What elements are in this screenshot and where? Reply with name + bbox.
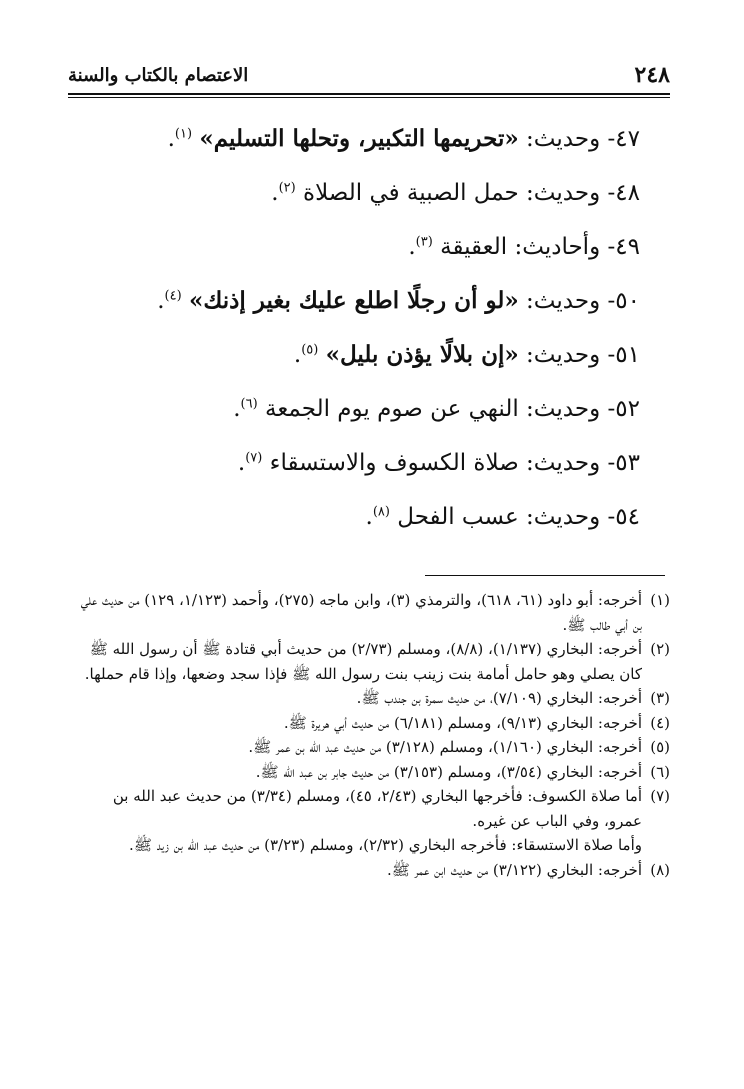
footnote-body xyxy=(72,760,642,785)
entry-label: وحديث: xyxy=(526,126,601,152)
footnote-ref: (٧) xyxy=(245,450,263,466)
entry-label: وحديث: xyxy=(526,342,601,368)
footnote-ref: (٦) xyxy=(240,396,258,412)
footnote xyxy=(72,711,670,736)
entry-number: ٤٩- xyxy=(607,234,640,260)
entry-label: وحديث: xyxy=(526,450,601,476)
footnote-body xyxy=(72,686,642,711)
page-header xyxy=(68,58,670,92)
hadith-entry xyxy=(80,436,640,490)
entry-text: صلاة الكسوف والاستسقاء xyxy=(269,450,519,476)
entry-label: وحديث: xyxy=(526,180,601,206)
footnote-ref: (١) xyxy=(174,126,193,142)
footnote-number: (٦) xyxy=(650,762,670,781)
footnote-body xyxy=(72,711,642,736)
footnote-text: أخرجه: البخاري (١/١٣٧)، (٨/٨)، ومسلم (٢/٧٣) من حديث أبي قتادة ﷺ أن رسول الله ﷺ كان يصلي وهو حامل أمامة بنت زينب بنت رسول الله ﷺ فإذا سجد وضعها، وإذا قام حملها. xyxy=(84,640,642,683)
hadith-entry xyxy=(80,490,640,544)
footnote-text: أخرجه: البخاري (٣/١٢٢) من حديث ابن عمر ﷺ. xyxy=(387,860,642,879)
entry-label: وحديث: xyxy=(526,396,601,422)
footnote-text: أخرجه: البخاري (٣/٥٤)، ومسلم (٣/١٥٣) من حديث جابر بن عبد الله ﷺ. xyxy=(255,762,642,781)
entry-text: العقيقة xyxy=(440,234,508,260)
footnote xyxy=(72,637,670,686)
footnote-ref: (٢) xyxy=(278,180,296,196)
entry-text: عسب الفحل xyxy=(397,504,519,530)
footnote xyxy=(72,588,670,637)
entry-number: ٤٨- xyxy=(607,180,640,206)
page-number: ٢٤٨ xyxy=(634,62,670,88)
entry-end-mark: . xyxy=(293,342,302,368)
footnote-separator xyxy=(425,575,665,576)
footnote-ref: (٣) xyxy=(415,234,433,250)
entry-text: «لو أن رجلًا اطلع عليك بغير إذنك» xyxy=(188,287,519,314)
footnote-number: (٥) xyxy=(650,738,670,756)
footnote-body xyxy=(72,735,642,760)
footnotes xyxy=(72,588,670,882)
entry-label: وأحاديث: xyxy=(514,234,601,260)
entry-end-mark: . xyxy=(365,504,373,530)
footnote-text: أخرجه: أبو داود (٦١، ٦١٨)، والترمذي (٣)، وابن ماجه (٢٧٥)، وأحمد (١/١٢٣، ١٢٩) من حديث علي بن أبي طالب ﷺ. xyxy=(80,591,642,634)
footnote-body xyxy=(72,588,642,637)
footnote-body xyxy=(72,784,642,858)
footnote-text: أما صلاة الكسوف: فأخرجها البخاري (٢/٤٣، ٤٥)، ومسلم (٣/٣٤) من حديث عبد الله بن عمرو، وفي الباب عن غيره. xyxy=(112,787,642,830)
entry-number: ٥٣- xyxy=(607,450,640,476)
footnote-ref: (٥) xyxy=(301,342,319,358)
hadith-entry xyxy=(80,382,640,436)
entry-label: وحديث: xyxy=(526,288,601,314)
entry-number: ٥٢- xyxy=(607,396,640,422)
footnote xyxy=(72,735,670,760)
footnote xyxy=(72,858,670,883)
entry-text: حمل الصبية في الصلاة xyxy=(303,180,519,206)
header-rule-thick xyxy=(68,93,670,95)
footnote-number: (٧) xyxy=(650,787,670,805)
hadith-entry xyxy=(80,274,640,328)
entry-end-mark: . xyxy=(408,234,416,260)
entry-text: «إن بلالًا يؤذن بليل» xyxy=(325,341,519,368)
entry-end-mark: . xyxy=(167,126,175,152)
entry-text: النهي عن صوم يوم الجمعة xyxy=(265,396,519,422)
entry-end-mark: . xyxy=(233,396,241,422)
entry-number: ٥١- xyxy=(607,342,640,368)
entry-text: «تحريمها التكبير، وتحلها التسليم» xyxy=(199,125,519,152)
footnote xyxy=(72,760,670,785)
footnote-text: أخرجه: البخاري (٧/١٠٩)، من حديث سمرة بن جندب ﷺ. xyxy=(356,689,642,707)
entry-number: ٥٠- xyxy=(607,288,640,314)
hadith-entry xyxy=(80,220,640,274)
footnote-text: أخرجه: البخاري (٩/١٣)، ومسلم (٦/١٨١) من حديث أبي هريرة ﷺ. xyxy=(283,713,642,732)
footnote-number: (٤) xyxy=(650,713,670,732)
footnote-text: أخرجه: البخاري (١/١٦٠)، ومسلم (٣/١٢٨) من حديث عبد الله بن عمر ﷺ. xyxy=(248,738,642,756)
entry-end-mark: . xyxy=(157,288,165,314)
footnote-text: وأما صلاة الاستسقاء: فأخرجه البخاري (٢/٣٢)، ومسلم (٣/٢٣) من حديث عبد الله بن زيد ﷺ. xyxy=(129,836,642,854)
hadith-entry xyxy=(80,328,640,382)
footnote-ref: (٤) xyxy=(164,288,182,304)
entry-number: ٥٤- xyxy=(607,504,640,530)
entry-number: ٤٧- xyxy=(607,126,640,152)
footnote xyxy=(72,784,670,858)
hadith-entry xyxy=(80,166,640,220)
footnote-number: (٣) xyxy=(650,689,670,707)
hadith-list xyxy=(80,112,640,544)
footnote-ref: (٨) xyxy=(372,504,390,520)
entry-end-mark: . xyxy=(237,450,246,476)
entry-label: وحديث: xyxy=(526,504,601,530)
footnote-number: (١) xyxy=(650,591,670,609)
entry-end-mark: . xyxy=(271,180,279,206)
footnote-number: (٢) xyxy=(650,640,670,658)
running-title: الاعتصام بالكتاب والسنة xyxy=(68,64,249,86)
footnote-body xyxy=(72,637,642,686)
footnote xyxy=(72,686,670,711)
footnote-body xyxy=(72,858,642,883)
hadith-entry xyxy=(80,112,640,166)
header-rule-thin xyxy=(68,97,670,98)
footnote-number: (٨) xyxy=(650,860,670,879)
